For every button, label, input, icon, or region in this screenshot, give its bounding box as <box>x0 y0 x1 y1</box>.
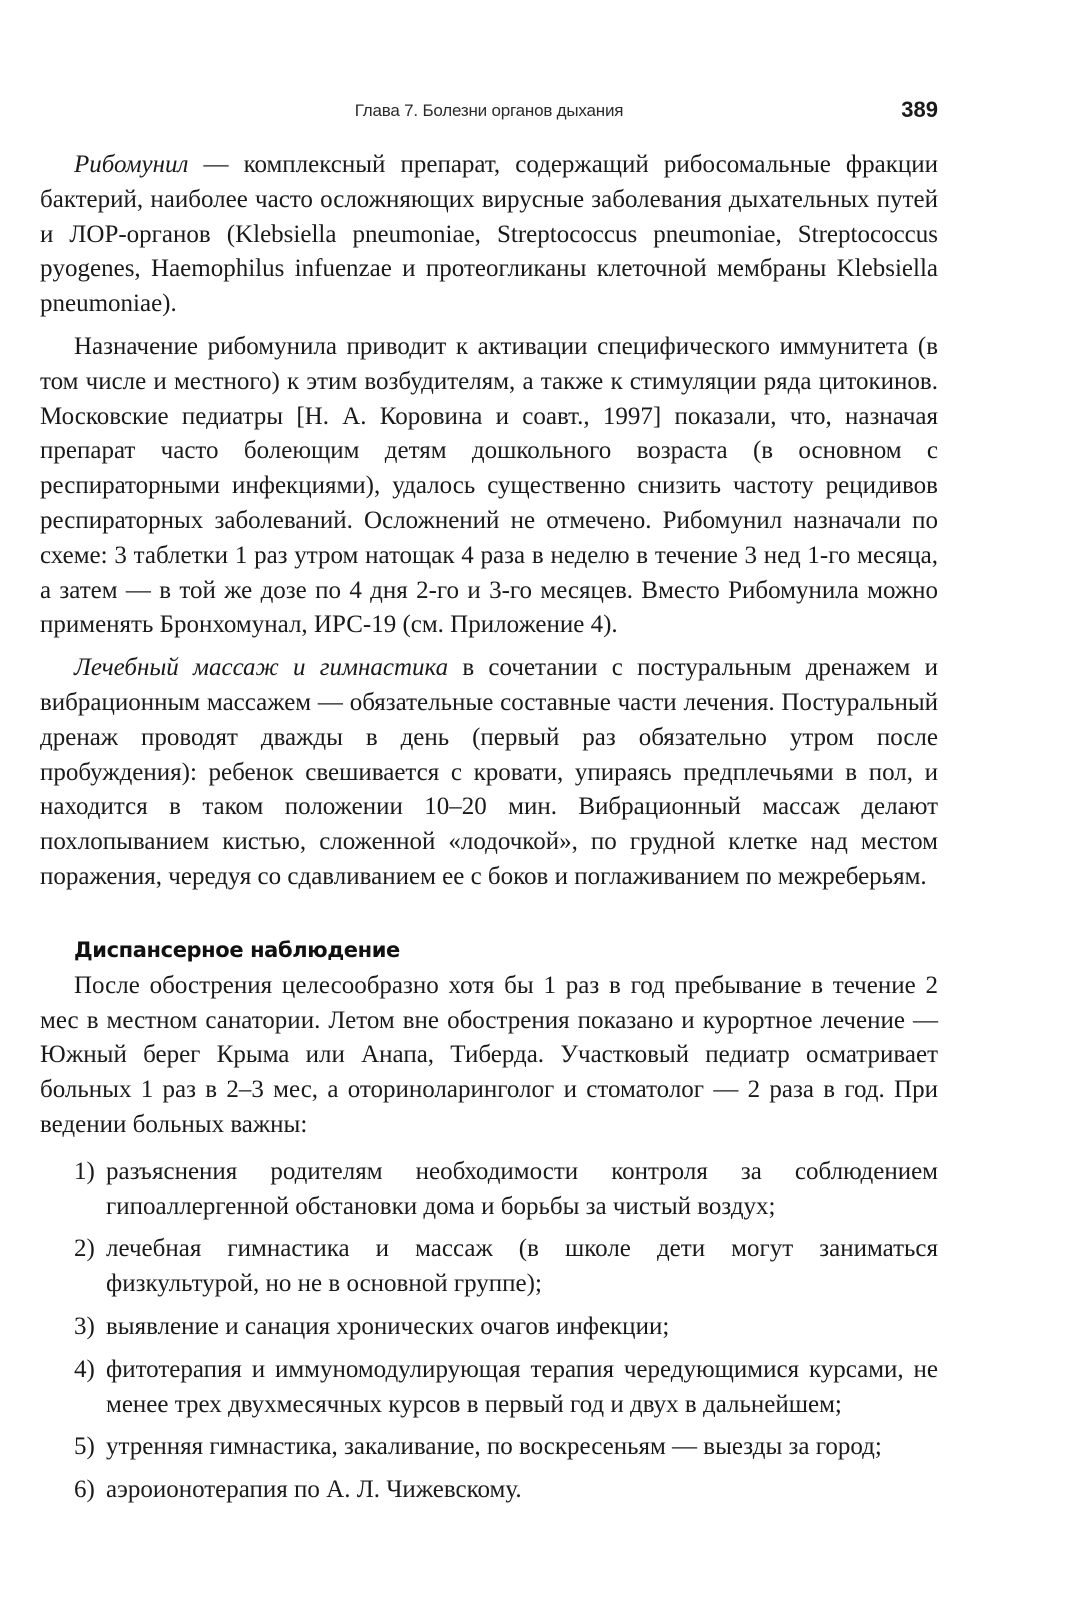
list-item <box>40 1310 938 1345</box>
list-item-number: 4) <box>74 1355 95 1383</box>
page-content <box>40 148 938 1516</box>
paragraph-text: — комплексный препарат, содержащий рибосомальные фракции бактерий, наиболее часто осложняющих вирусные заболевания дыхательных путей и ЛОР-органов (Klebsiella pneumoniae, Streptococcus pneumoniae, Streptococcus pyogenes, Haemophilus infuenzae и протеогликаны клеточной мембраны Klebsiella pneumoniae). <box>40 151 938 318</box>
term-massage: Лечебный массаж и гимнастика <box>74 654 449 682</box>
list-item-number: 6) <box>74 1476 95 1504</box>
list-item <box>40 1353 938 1423</box>
term-ribomunil: Рибомунил <box>74 151 189 178</box>
list-item-number: 1) <box>74 1157 95 1185</box>
paragraph-text: Назначение рибомунила приводит к активации специфического иммунитета (в том числе и местного) к этим возбудителям, а также к стимуляции ряда цитокинов. Московские педиатры [Н. А. Коровина и соавт., 1997] показали, что, назначая препарат часто болеющим детям дошкольного возраста (в основном с респираторными инфекциями), удалось существенно снизить частоту рецидивов респираторных заболеваний. Осложнений не отмечено. Рибомунил назначали по схеме: 3 таблетки 1 раз утром натощак 4 раза в неделю в течение 3 нед 1-го месяца, а затем — в той же дозе по 4 дня 2-го и 3-го месяцев. Вместо Рибомунила можно применять Бронхомунал, ИРС-19 (см. Приложение 4). <box>40 332 938 639</box>
list-item <box>40 1232 938 1302</box>
page-number: 389 <box>901 97 938 122</box>
list-item-text: лечебная гимнастика и массаж (в школе дети могут заниматься физкультурой, но не в основной группе); <box>106 1235 938 1298</box>
section-intro: После обострения целесообразно хотя бы 1 раз в год пребывание в течение 2 мес в местном санатории. Летом вне обострения показано и курортное лечение — Южный берег Крыма или Анапа, Тиберда. Участковый педиатр осматривает больных 1 раз в 2–3 мес, а оториноларинголог и стоматолог — 2 раза в год. При ведении больных важны: <box>40 971 938 1138</box>
paragraph-text: в сочетании с постуральным дренажем и вибрационным массажем — обязательные составные части лечения. Постуральный дренаж проводят дважды в день (первый раз обязательно утром после пробуждения): ребенок свешивается с кровати, упираясь предплечьями в пол, и находится в таком положении 10–20 мин. Вибрационный массаж делают похлопыванием кистью, сложенной «лодочкой», по грудной клетке над местом поражения, чередуя со сдавливанием ее с боков и поглаживанием по межреберьям. <box>40 654 938 890</box>
chapter-title: Глава 7. Болезни органов дыхания <box>354 101 624 120</box>
list-item-text: аэроионотерапия по А. Л. Чижевскому. <box>106 1476 522 1504</box>
list-item-number: 3) <box>74 1312 95 1340</box>
list-item-text: утренняя гимнастика, закаливание, по воскресеньям — выезды за город; <box>106 1433 882 1461</box>
list-item <box>40 1473 938 1508</box>
list-item <box>40 1430 938 1465</box>
list-item-text: выявление и санация хронических очагов инфекции; <box>106 1312 670 1340</box>
book-page <box>40 0 938 1601</box>
list-item-number: 2) <box>74 1235 95 1263</box>
list-item-text: разъяснения родителям необходимости контроля за соблюдением гипоаллергенной обстановки дома и борьбы за чистый воздух; <box>106 1157 938 1220</box>
list-item-text: фитотерапия и иммуномодулирующая терапия чередующимися курсами, не менее трех двухмесячных курсов в первый год и двух в дальнейшем; <box>106 1355 938 1418</box>
paragraph-ribomunil <box>40 148 938 322</box>
running-head <box>40 97 938 127</box>
list-item <box>40 1155 938 1225</box>
section-heading: Диспансерное наблюдение <box>74 937 400 962</box>
paragraph-ribomunil-effect <box>40 330 938 643</box>
list-item-number: 5) <box>74 1433 95 1461</box>
recommendations-list <box>40 1155 938 1508</box>
paragraph-massage <box>40 651 938 895</box>
